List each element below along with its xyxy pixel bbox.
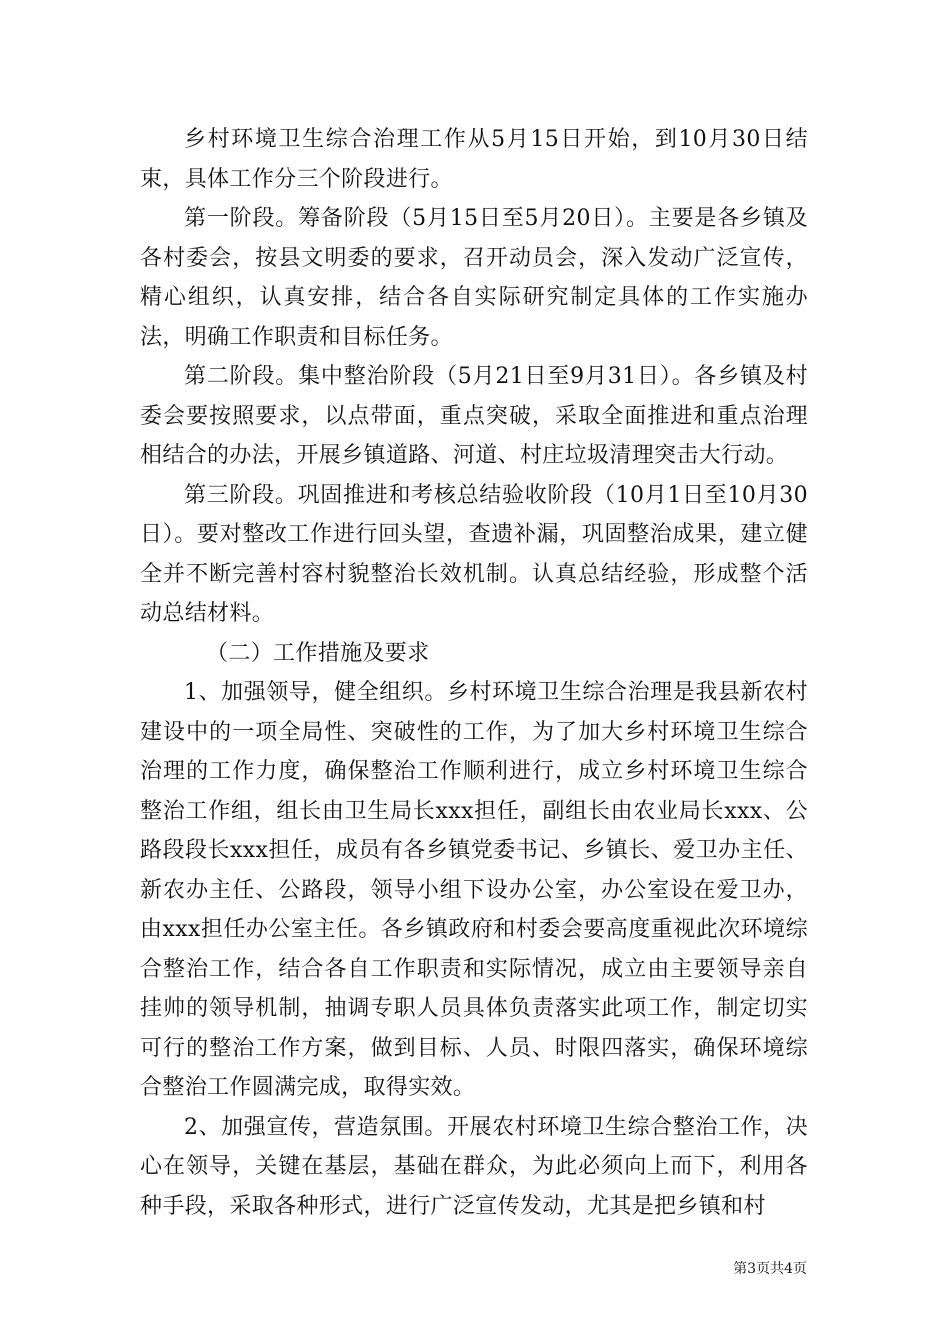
page-number-footer: 第3页共4页: [733, 1261, 807, 1277]
document-body: [140, 120, 808, 1226]
paragraph-stage-one: 第一阶段。筹备阶段（5月15日至5月20日）。主要是各乡镇及各村委会，按县文明委的要求，召开动员会，深入发动广泛宣传，精心组织，认真安排，结合各自实际研究制定具体的工作实施办法，明确工作职责和目标任务。: [140, 206, 808, 350]
paragraph-schedule-intro: 乡村环境卫生综合治理工作从5月15日开始，到10月30日结束，具体工作分三个阶段进行。: [140, 127, 808, 192]
paragraph-measure-publicity: 2、加强宣传，营造氛围。开展农村环境卫生综合整治工作，决心在领导，关键在基层，基础在群众，为此必须向上而下，利用各种手段，采取各种形式，进行广泛宣传发动，尤其是把乡镇和村: [140, 1114, 808, 1219]
paragraph-measure-leadership: 1、加强领导，健全组织。乡村环境卫生综合治理是我县新农村建设中的一项全局性、突破性的工作，为了加大乡村环境卫生综合治理的工作力度，确保整治工作顺利进行，成立乡村环境卫生综合整治工作组，组长由卫生局长xxx担任，副组长由农业局长xxx、公路段段长xxx担任，成员有各乡镇党委书记、乡镇长、爱卫办主任、新农办主任、公路段，领导小组下设办公室，办公室设在爱卫办，由xxx担任办公室主任。各乡镇政府和村委会要高度重视此次环境综合整治工作，结合各自工作职责和实际情况，成立由主要领导亲自挂帅的领导机制，抽调专职人员具体负责落实此项工作，制定切实可行的整治工作方案，做到目标、人员、时限四落实，确保环境综合整治工作圆满完成，取得实效。: [140, 680, 808, 1100]
paragraph-stage-two: 第二阶段。集中整治阶段（5月21日至9月31日）。各乡镇及村委会要按照要求，以点带面，重点突破，采取全面推进和重点治理相结合的办法，开展乡镇道路、河道、村庄垃圾清理突击大行动。: [140, 364, 808, 468]
section-heading-measures: （二）工作措施及要求: [206, 640, 430, 666]
paragraph-stage-three: 第三阶段。巩固推进和考核总结验收阶段（10月1日至10月30日）。要对整改工作进行回头望，查遗补漏，巩固整治成果，建立健全并不断完善村容村貌整治长效机制。认真总结经验，形成整个活动总结材料。: [140, 482, 808, 626]
